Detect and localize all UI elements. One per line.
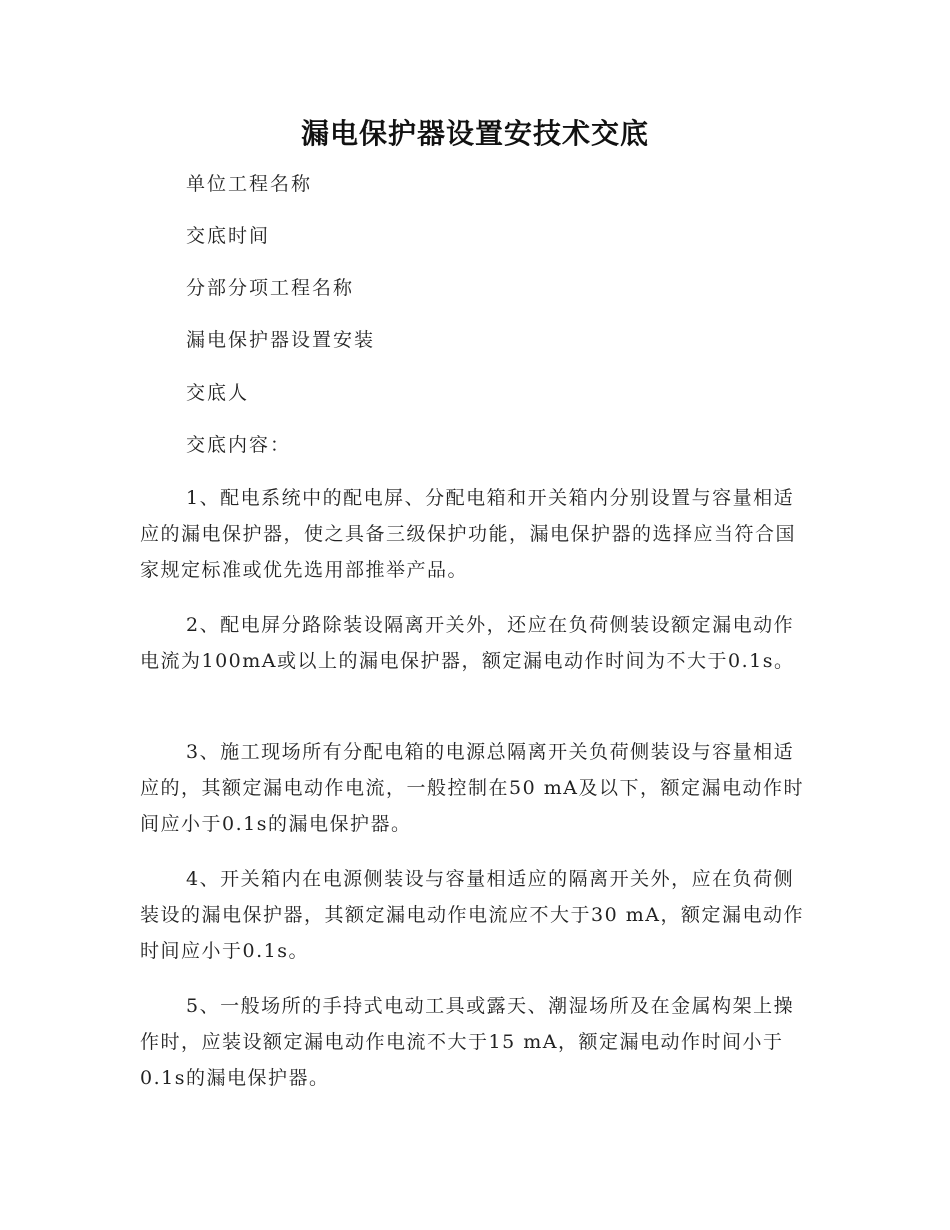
document-title: 漏电保护器设置安技术交底: [300, 117, 649, 150]
paragraph-3: 3、施工现场所有分配电箱的电源总隔离开关负荷侧装设与容量相适应的，其额定漏电动作电流，一般控制在50 mA及以下，额定漏电动作时间应小于0.1s的漏电保护器。: [140, 741, 804, 835]
field-handover-person: 交底人: [186, 382, 250, 404]
field-unit-project-name: 单位工程名称: [186, 173, 313, 195]
field-subproject-name: 分部分项工程名称: [186, 277, 355, 299]
paragraph-1: 1、配电系统中的配电屏、分配电箱和开关箱内分别设置与容量相适应的漏电保护器，使之具备三级保护功能，漏电保护器的选择应当符合国家规定标准或优先选用部推举产品。: [140, 487, 797, 581]
paragraph-4: 4、开关箱内在电源侧装设与容量相适应的隔离开关外，应在负荷侧装设的漏电保护器，其额定漏电动作电流应不大于30 mA，额定漏电动作时间应小于0.1s。: [140, 868, 804, 962]
paragraph-5: 5、一般场所的手持式电动工具或露天、潮湿场所及在金属构架上操作时，应装设额定漏电动作电流不大于15 mA，额定漏电动作时间小于0.1s的漏电保护器。: [140, 995, 795, 1089]
paragraph-2: 2、配电屏分路除装设隔离开关外，还应在负荷侧装设额定漏电动作电流为100mA或以上的漏电保护器，额定漏电动作时间为不大于0.1s。: [140, 614, 795, 672]
field-subproject-value: 漏电保护器设置安装: [186, 329, 376, 351]
field-handover-time: 交底时间: [186, 225, 271, 247]
field-handover-content: 交底内容：: [186, 434, 292, 456]
